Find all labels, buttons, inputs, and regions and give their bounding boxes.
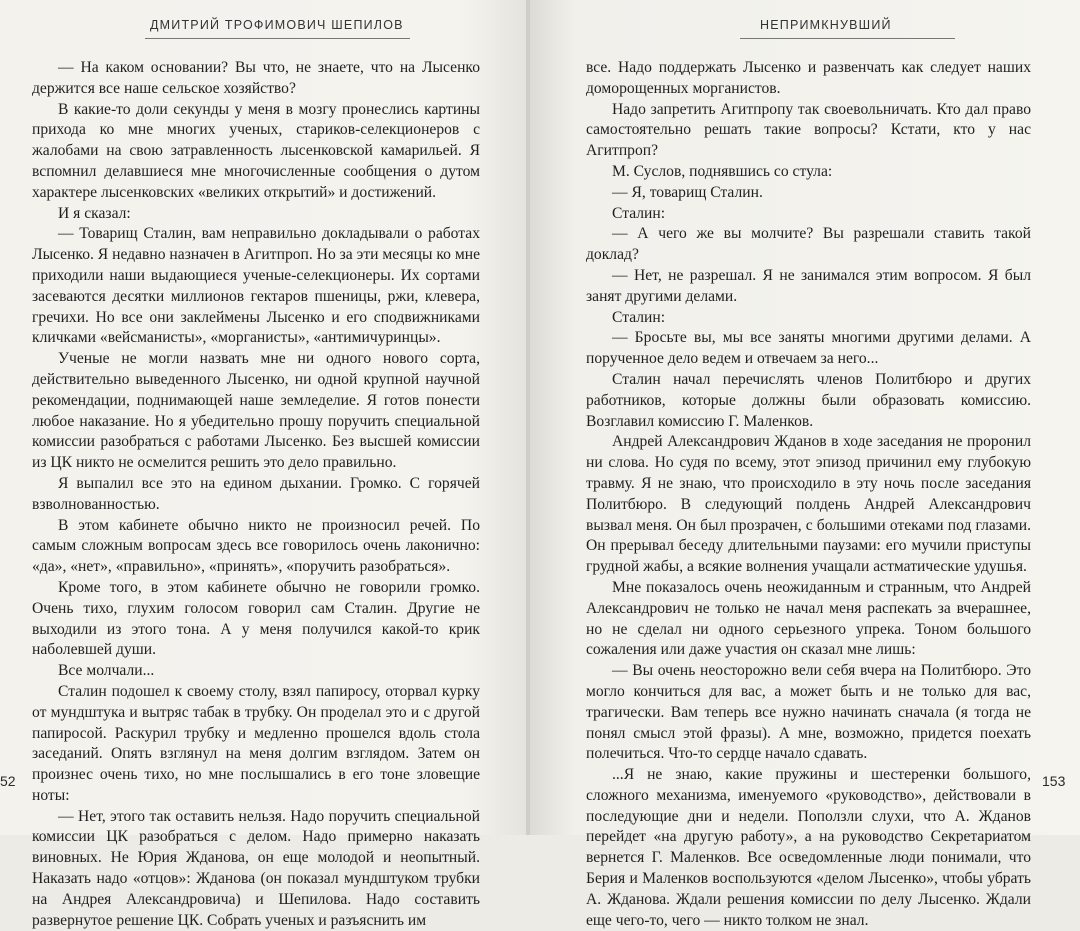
paragraph: Сталин подошел к своему столу, взял папиросу, оторвал курку от мундштука и вытряс табак в трубку. Он проделал это и с другой папиросой. Раскурил трубку и медленно прошелся вдоль стола заседаний. Опять взглянул на меня долгим взглядом. Затем он произнес очень тихо, но мне послышались в его тоне зловещие ноты:: [32, 682, 480, 804]
right-running-head: НЕПРИМКНУВШИЙ: [760, 18, 892, 32]
paragraph: Мне показалось очень неожиданным и странным, что Андрей Александрович не только не начал меня распекать за вчерашнее, но не сделал ни одного серьезного упрека. Тоном большого сожаления или даже участия он сказал мне лишь:: [586, 578, 1031, 659]
paragraph: Сталин:: [612, 204, 666, 222]
paragraph: — На каком основании? Вы что, не знаете, что на Лысенко держится все наше сельское хозяйство?: [32, 59, 480, 97]
paragraph: Все молчали...: [58, 662, 155, 680]
paragraph: Ученые не могли назвать мне ни одного нового сорта, действительно выведенного Лысенко, ни одной крупной научной рекомендации, поднимающей наше земледелие. Я готов понести любое наказание. Но я убедительно прошу поручить специальной комиссии разобраться с работами Лысенко. Без высшей комиссии из ЦК никто не осмелится решить это дело правильно.: [32, 350, 480, 472]
left-page-text: [32, 58, 480, 931]
paragraph: все. Надо поддержать Лысенко и развенчать как следует наших доморощенных морганистов.: [586, 59, 1031, 97]
paragraph: — Бросьте вы, мы все заняты многими другими делами. А порученное дело ведем и отвечаем за него...: [586, 329, 1031, 368]
paragraph: Я выпалил все это на едином дыхании. Громко. С горячей взволнованностью.: [32, 474, 480, 513]
paragraph: В какие-то доли секунды у меня в мозгу пронеслись картины прихода ко мне многих ученых, стариков-селекционеров с жалобами на свою затравленность лысенковской камарильей. Я вспомнил делавшиеся мне многочисленные сообщения о дутом характере лысенковских «великих открытий» и достижений.: [32, 100, 480, 201]
paragraph: Сталин:: [612, 308, 666, 326]
paragraph: Кроме того, в этом кабинете обычно не говорили громко. Очень тихо, глухим голосом говорил сам Сталин. Другие не выходили из этого тона. А у меня получился какой-то крик наболевшей души.: [32, 578, 480, 659]
paragraph: — Нет, не разрешал. Я не занимался этим вопросом. Я был занят другими делами.: [586, 266, 1031, 305]
paragraph: ...Я не знаю, какие пружины и шестеренки большого, сложного механизма, именуемого «руководство», действовали в последующие дни и недели. Поползли слухи, что А. Жданов перейдет «на другую работу», а на руководство Секретариатом вернется Г. Маленков. Все осведомленные люди понимали, что Берия и Маленков воспользуются «делом Лысенко», чтобы убрать А. Жданова. Ждали решения комиссии по делу Лысенко. Ждали еще чего-то, чего — никто толком не знал.: [586, 766, 1031, 929]
paragraph: — А чего же вы молчите? Вы разрешали ставить такой доклад?: [586, 225, 1031, 264]
paragraph: М. Суслов, поднявшись со стула:: [612, 162, 833, 180]
left-head-rule: [145, 38, 410, 39]
right-head-rule: [740, 38, 955, 39]
paragraph: В этом кабинете обычно никто не произносил речей. По самым сложным вопросам здесь все говорилось очень лаконично: «да», «нет», «правильно», «принять», «поручить разобраться».: [32, 516, 480, 576]
right-page-text: [586, 58, 1031, 931]
paragraph: — Вы очень неосторожно вели себя вчера на Политбюро. Это могло кончиться для вас, а может быть и не только для вас, трагически. Вам теперь все нужно начинать сначала (я тогда не понял смысл этой фразы). А мне, возможно, придется поехать полечиться. Что-то сердце начало сдавать.: [586, 662, 1031, 763]
paragraph: — Я, товарищ Сталин.: [612, 183, 763, 201]
paragraph: Андрей Александрович Жданов в ходе заседания не проронил ни слова. Но судя по всему, этот эпизод причинил ему глубокую травму. Я не знаю, что происходило в эту ночь после заседания Политбюро. В следующий полдень Андрей Александрович вызвал меня. Он был прозрачен, с большими отеками под глазами. Он прерывал беседу длительными паузами: его мучили приступы грудной жабы, а всякие волнения учащали астматические удушья.: [586, 433, 1031, 576]
right-page: [530, 0, 1080, 929]
right-page-number: 153: [1042, 773, 1066, 789]
paragraph: — Товарищ Сталин, вам неправильно докладывали о работах Лысенко. Я недавно назначен в Агитпроп. Но за эти месяцы ко мне приходили наши выдающиеся ученые-селекционеры. Их сортами засеваются десятки миллионов гектаров пшеницы, ржи, клевера, гречихи. Но все они заклеймены Лысенко и его сподвижниками кличками «вейсманисты», «морганисты», «антимичуринцы».: [32, 225, 480, 347]
paragraph: Надо запретить Агитпропу так своевольничать. Кто дал право самостоятельно решать такие вопросы? Кстати, кто у нас Агитпроп?: [586, 100, 1031, 160]
left-page: [0, 0, 528, 929]
left-running-head: ДМИТРИЙ ТРОФИМОВИЧ ШЕПИЛОВ: [150, 18, 404, 32]
paragraph: И я сказал:: [58, 204, 131, 222]
left-page-number: 52: [0, 773, 16, 789]
paragraph: — Нет, этого так оставить нельзя. Надо поручить специальной комиссии ЦК разобраться с делом. Надо примерно наказать виновных. Не Юрия Жданова, он еще молодой и неопытный. Наказать надо «отцов»: Жданова (он показал мундштуком трубки на Андрея Александровича) и Шепилова. Надо составить развернутое решение ЦК. Собрать ученых и разъяснить им: [32, 807, 480, 929]
paragraph: Сталин начал перечислять членов Политбюро и других работников, которые должны были образовать комиссию. Возглавил комиссию Г. Маленков.: [586, 370, 1031, 430]
